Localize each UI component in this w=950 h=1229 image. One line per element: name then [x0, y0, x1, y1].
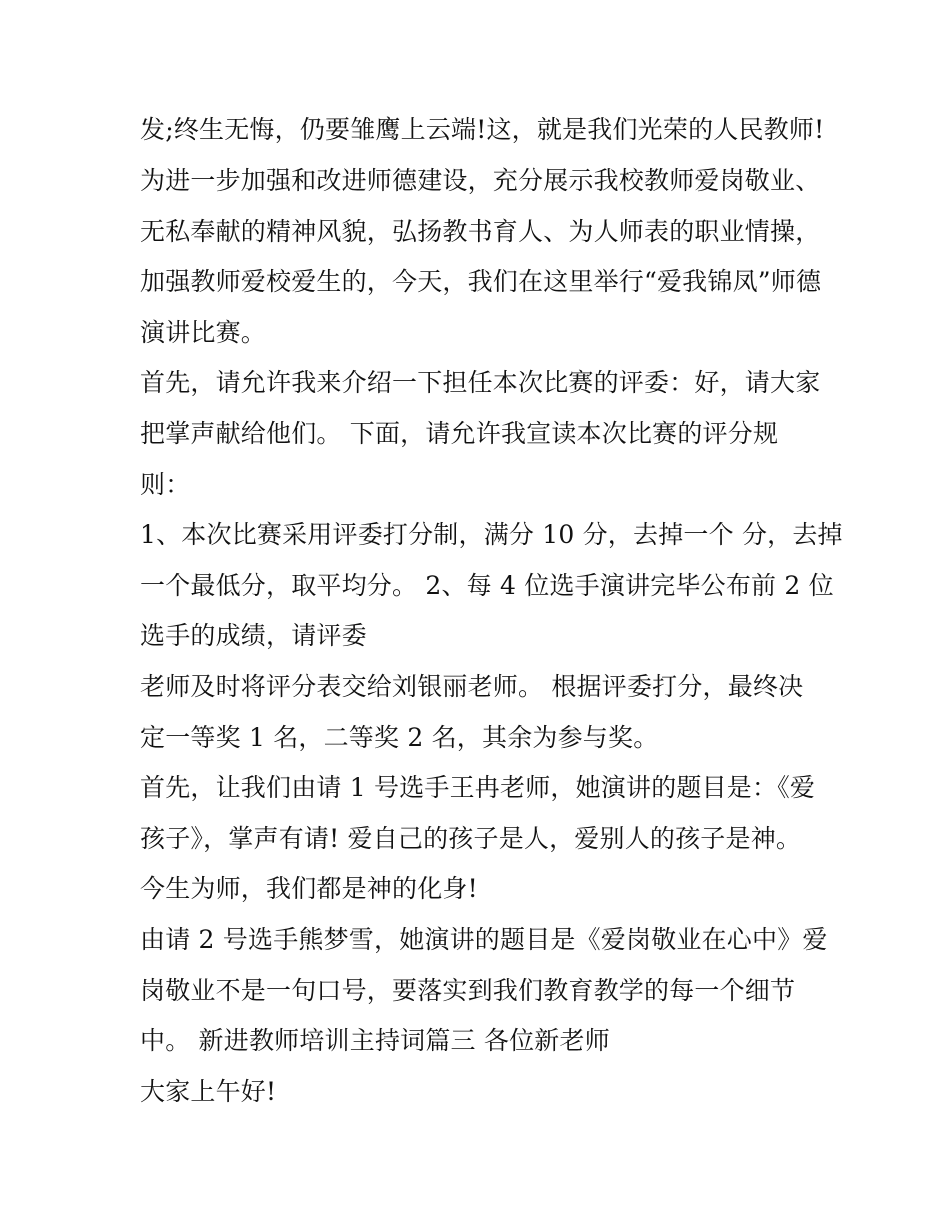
text-line: 演讲比赛。: [140, 318, 267, 347]
text-line: 选手的成绩，请评委: [140, 621, 367, 650]
text-line: 首先，让我们由请 1 号选手王冉老师，她演讲的题目是：《爱: [140, 773, 816, 802]
text-line: 一个最低分，取平均分。 2、每 4 位选手演讲完毕公布前 2 位: [140, 571, 834, 600]
text-line: 由请 2 号选手熊梦雪，她演讲的题目是《爱岗敬业在心中》爱: [140, 925, 828, 954]
text-line: 岗敬业不是一句口号，要落实到我们教育教学的每一个细节: [140, 976, 796, 1005]
text-line: 发;终生无悔，仍要雏鹰上云端!这，就是我们光荣的人民教师!: [140, 115, 825, 144]
text-line: 1、本次比赛采用评委打分制，满分 10 分，去掉一个 分，去掉: [140, 520, 843, 549]
text-line: 加强教师爱校爱生的，今天，我们在这里举行“爱我锦凤”师德: [140, 267, 822, 296]
text-line: 大家上午好!: [140, 1077, 277, 1106]
text-line: 孩子》，掌声有请! 爱自己的孩子是人，爱别人的孩子是神。: [140, 824, 802, 853]
text-line: 则：: [140, 470, 191, 499]
text-line: 中。 新进教师培训主持词篇三 各位新老师: [140, 1026, 610, 1055]
text-line: 首先，请允许我来介绍一下担任本次比赛的评委：好，请大家: [140, 368, 821, 397]
text-line: 老师及时将评分表交给刘银丽老师。 根据评委打分，最终决: [140, 672, 804, 701]
text-line: 无私奉献的精神风貌，弘扬教书育人、为人师表的职业情操，: [140, 217, 821, 246]
text-line: 把掌声献给他们。 下面，请允许我宣读本次比赛的评分规: [140, 419, 779, 448]
text-line: 为进一步加强和改进师德建设，充分展示我校教师爱岗敬业、: [140, 166, 821, 195]
text-line: 定一等奖 1 名，二等奖 2 名，其余为参与奖。: [140, 723, 659, 752]
text-line: 今生为师，我们都是神的化身!: [140, 874, 478, 903]
